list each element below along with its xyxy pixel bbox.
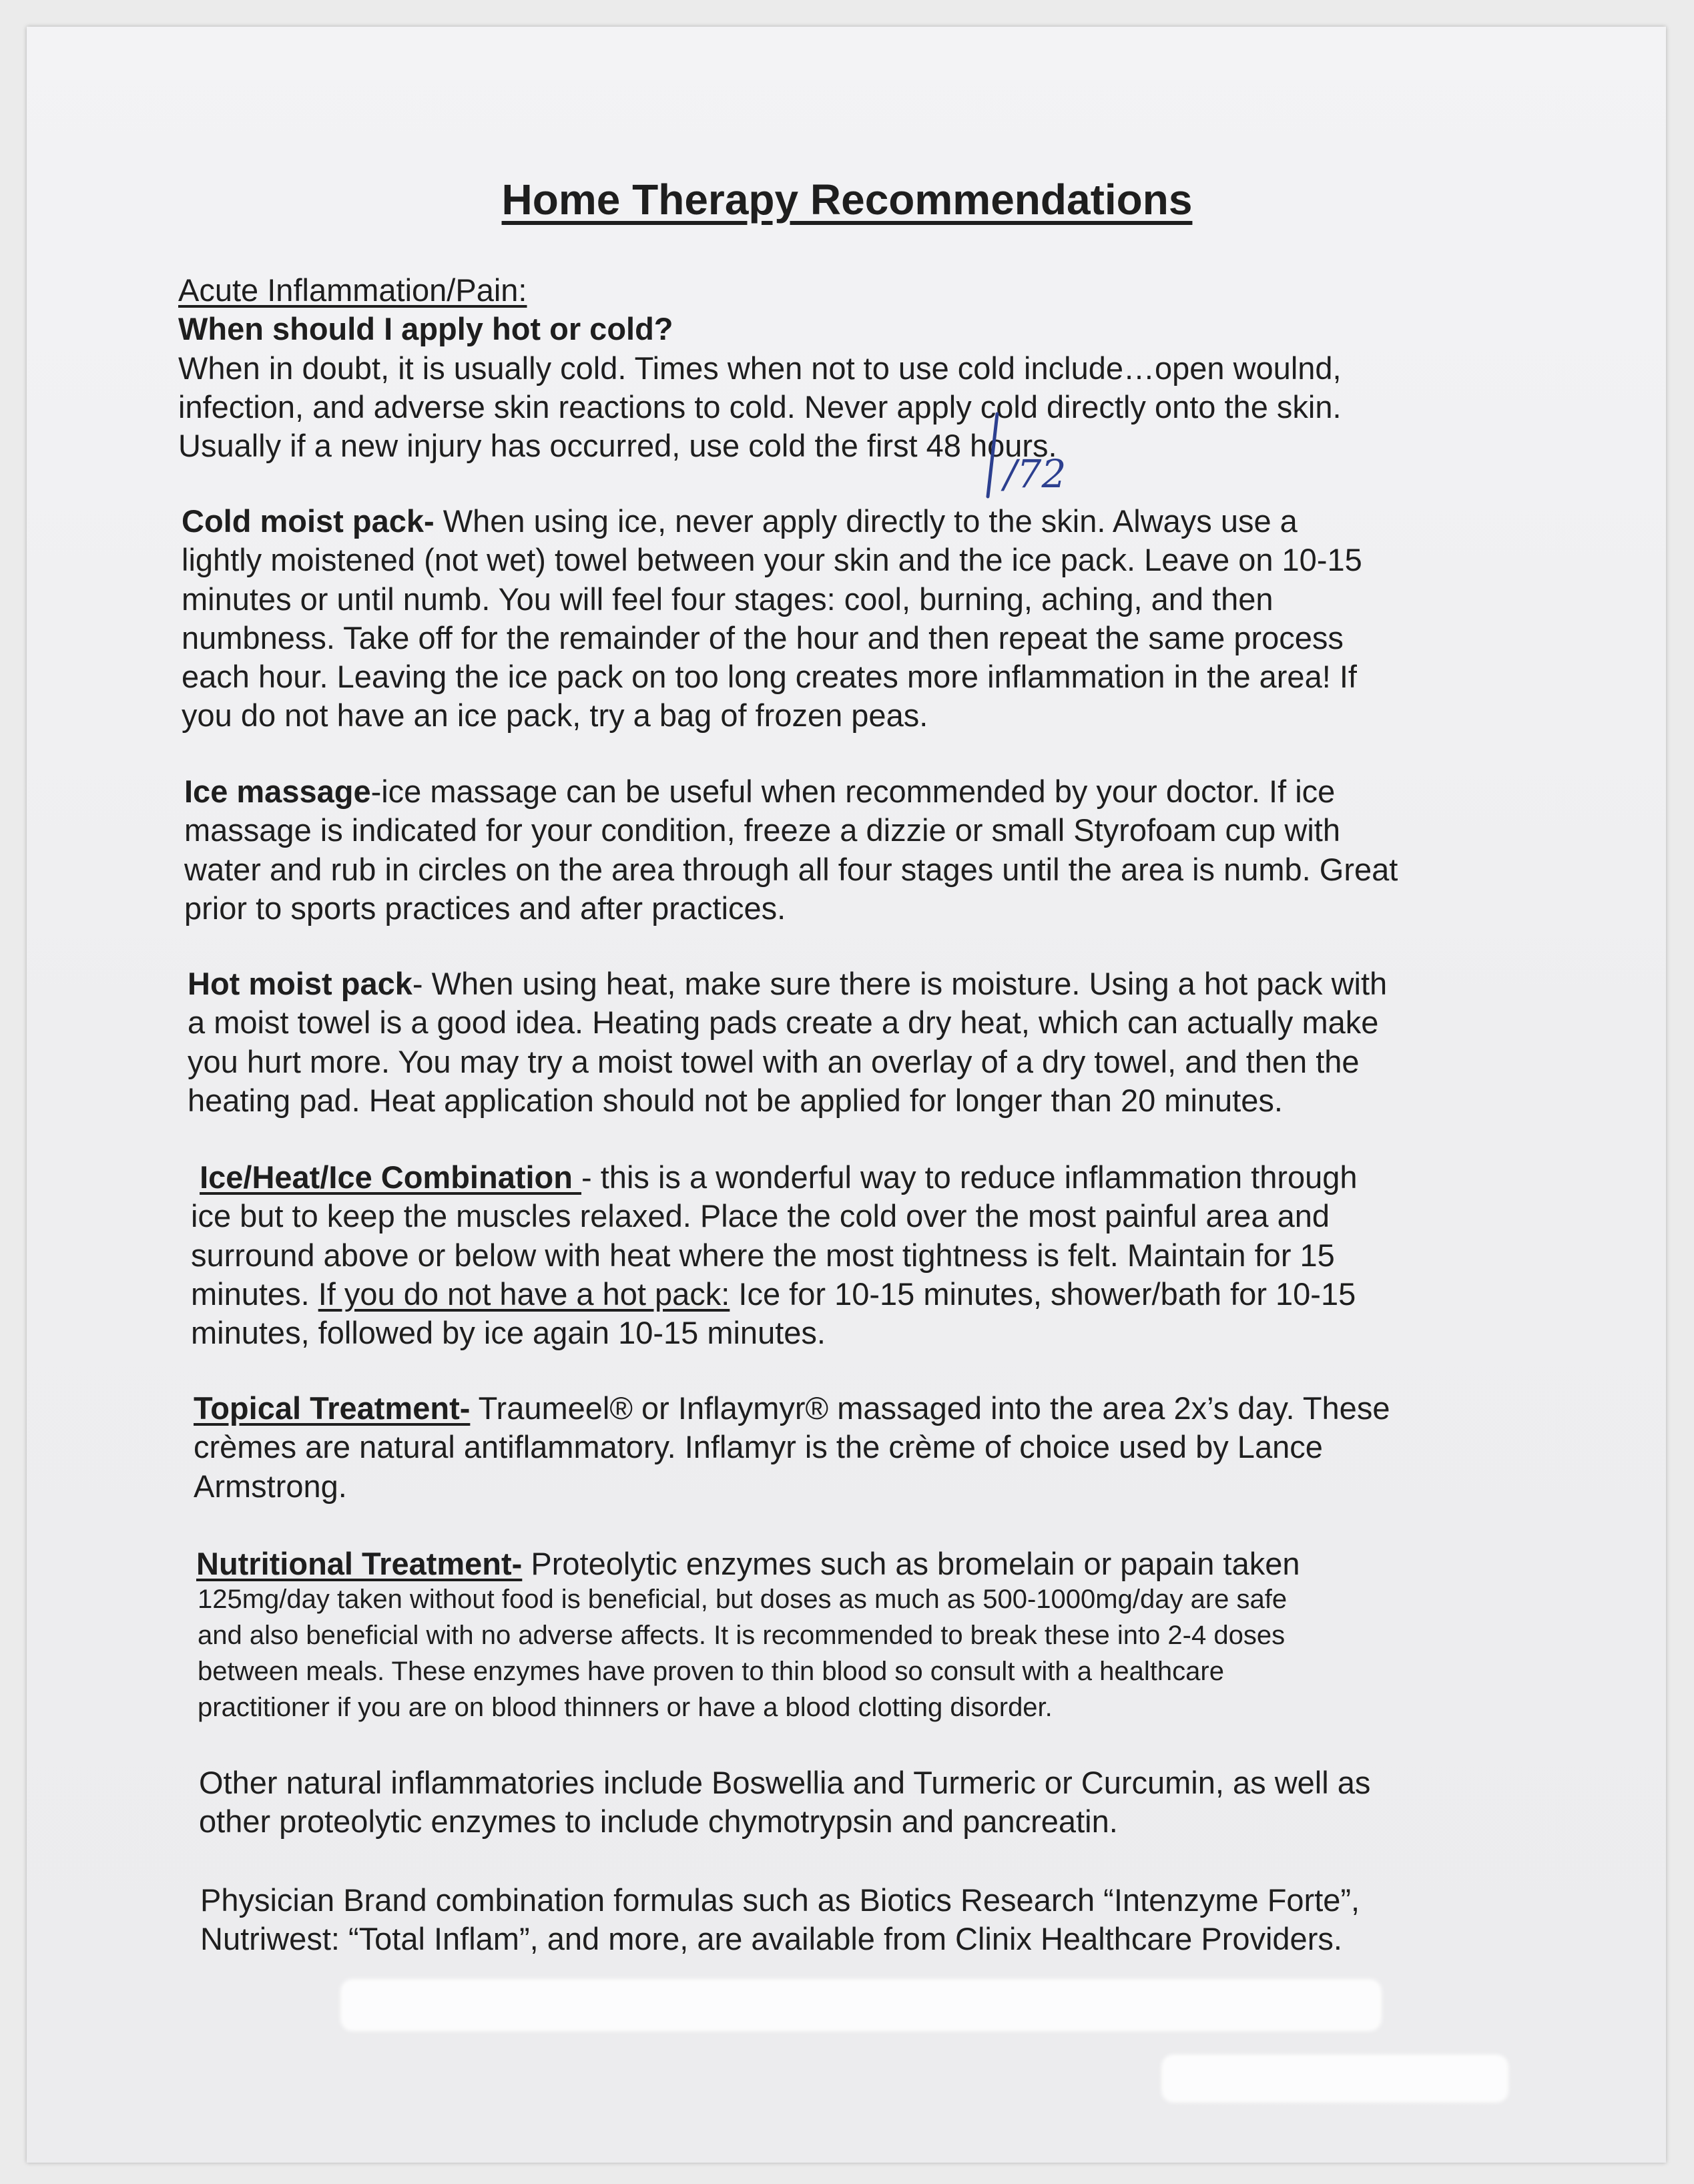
topical-heading: Topical Treatment- (194, 1390, 471, 1426)
combination-line-4-start: minutes. (191, 1276, 318, 1312)
topical-line-1: Traumeel® or Inflaymyr® massaged into the area 2x’s day. These (470, 1390, 1390, 1426)
hot-pack-line-1: - When using heat, make sure there is moisture. Using a hot pack with (412, 966, 1388, 1001)
topical-section (194, 1389, 1390, 1506)
cold-pack-line-2: lightly moistened (not wet) towel between your skin and the ice pack. Leave on 10-15 (182, 542, 1362, 578)
acute-heading: Acute Inflammation/Pain: (178, 272, 527, 308)
hot-pack-line-4: heating pad. Heat application should not be applied for longer than 20 minutes. (188, 1082, 1283, 1118)
cold-pack-line-5: each hour. Leaving the ice pack on too long creates more inflammation in the area! If (182, 659, 1357, 695)
hot-pack-line-3: you hurt more. You may try a moist towel with an overlay of a dry towel, and then the (188, 1043, 1360, 1079)
cold-pack-line-1: When using ice, never apply directly to the skin. Always use a (434, 503, 1298, 539)
acute-section (178, 271, 1342, 465)
combination-line-1: - this is a wonderful way to reduce inflammation through (581, 1159, 1358, 1195)
acute-line-1: When in doubt, it is usually cold. Times when not to use cold include…open woulnd, (178, 350, 1342, 386)
topical-line-3: Armstrong. (194, 1468, 347, 1504)
combination-line-4-rest: Ice for 10-15 minutes, shower/bath for 10-15 (730, 1276, 1356, 1312)
ice-massage-line-1: -ice massage can be useful when recommended by your doctor. If ice (370, 774, 1336, 809)
topical-line-2: crèmes are natural antiflammatory. Inflamyr is the crème of choice used by Lance (194, 1429, 1323, 1465)
handwritten-note-text: /72 (1004, 451, 1067, 497)
nutritional-section (196, 1545, 1300, 1583)
physician-brand-line-2: Nutriwest: “Total Inflam”, and more, are available from Clinix Healthcare Providers. (200, 1921, 1342, 1957)
nutritional-line-1: Proteolytic enzymes such as bromelain or papain taken (522, 1546, 1300, 1581)
nutritional-line-3: and also beneficial with no adverse affects. It is recommended to break these into 2-4 doses (198, 1621, 1286, 1650)
hot-pack-heading: Hot moist pack (188, 966, 412, 1001)
ice-massage-line-3: water and rub in circles on the area through all four stages until the area is numb. Great (184, 851, 1398, 887)
acute-question: When should I apply hot or cold? (178, 311, 673, 347)
cold-pack-heading: Cold moist pack- (182, 503, 435, 539)
combination-line-5: minutes, followed by ice again 10-15 minutes. (191, 1315, 826, 1351)
nutritional-heading: Nutritional Treatment- (196, 1546, 523, 1581)
nutritional-line-4: between meals. These enzymes have proven to thin blood so consult with a healthcare (198, 1657, 1224, 1686)
no-hot-pack-label: If you do not have a hot pack: (318, 1276, 730, 1312)
cold-pack-line-6: you do not have an ice pack, try a bag of frozen peas. (182, 698, 928, 734)
ice-massage-line-4: prior to sports practices and after practices. (184, 890, 786, 926)
nutritional-line-2: 125mg/day taken without food is beneficial, but doses as much as 500-1000mg/day are safe (198, 1585, 1288, 1614)
other-natural-section (199, 1763, 1370, 1842)
cold-pack-section (182, 502, 1362, 736)
other-natural-line-2: other proteolytic enzymes to include chymotrypsin and pancreatin. (199, 1804, 1118, 1840)
combination-section (191, 1158, 1358, 1352)
cold-pack-line-4: numbness. Take off for the remainder of the hour and then repeat the same process (182, 619, 1344, 655)
hot-pack-section (188, 965, 1387, 1120)
nutritional-details (198, 1581, 1287, 1725)
redacted-area-top (340, 1979, 1382, 2031)
combination-line-2: ice but to keep the muscles relaxed. Place the cold over the most painful area and (191, 1198, 1330, 1234)
combination-heading: Ice/Heat/Ice Combination (200, 1159, 582, 1195)
hot-pack-line-2: a moist towel is a good idea. Heating pads create a dry heat, which can actually make (188, 1005, 1379, 1041)
physician-brand-line-1: Physician Brand combination formulas such as Biotics Research “Intenzyme Forte”, (200, 1882, 1360, 1918)
nutritional-line-5: practitioner if you are on blood thinners or have a blood clotting disorder. (198, 1693, 1053, 1722)
cold-pack-line-3: minutes or until numb. You will feel four stages: cool, burning, aching, and then (182, 581, 1274, 617)
combination-line-3: surround above or below with heat where the most tightness is felt. Maintain for 15 (191, 1237, 1335, 1273)
page-title: Home Therapy Recommendations (501, 176, 1193, 224)
physician-brand-section (200, 1881, 1360, 1959)
acute-line-3: Usually if a new injury has occurred, use cold the first 48 hours. (178, 428, 1057, 464)
ice-massage-line-2: massage is indicated for your condition, freeze a dizzie or small Styrofoam cup with (184, 812, 1340, 848)
acute-line-2: infection, and adverse skin reactions to cold. Never apply cold directly onto the skin. (178, 388, 1342, 425)
ice-massage-heading: Ice massage (184, 774, 371, 809)
redacted-area-bottom (1161, 2055, 1508, 2103)
other-natural-line-1: Other natural inflammatories include Boswellia and Turmeric or Curcumin, as well as (199, 1765, 1371, 1800)
ice-massage-section (184, 772, 1398, 928)
handwritten-note (978, 408, 1079, 502)
